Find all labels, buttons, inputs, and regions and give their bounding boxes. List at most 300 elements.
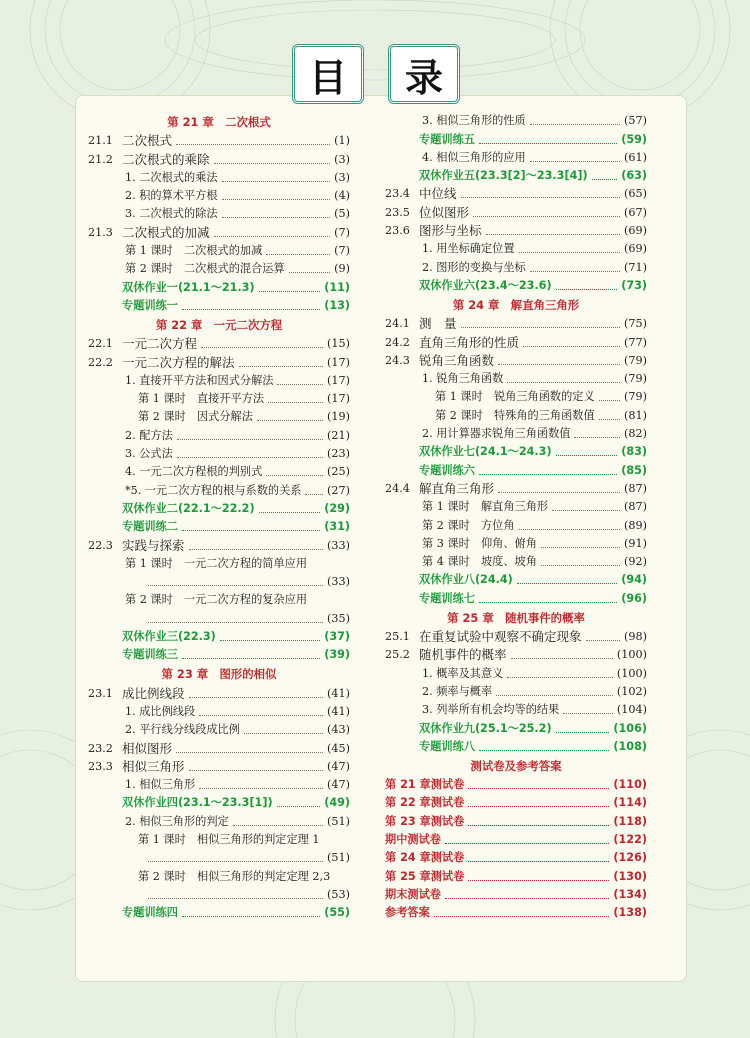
toc-entry[interactable] [385,683,647,701]
page-number: (96) [621,591,647,605]
toc-entry[interactable] [385,315,647,333]
section-heading-text: 第 25 章 随机事件的概率 [447,610,585,625]
dot-leader [479,474,617,475]
entry-number: 22.2 [88,355,113,369]
entry-title: 期中测试卷 [385,832,441,846]
dot-leader [486,234,621,235]
entry-title: 3. 公式法 [125,447,173,461]
entry-title: 第 2 课时 特殊角的三角函数值 [435,408,595,422]
dot-leader [214,163,331,164]
entry-title: 直角三角形的性质 [419,334,520,350]
entry-title: 第 2 课时 二次根式的混合运算 [125,262,285,276]
entry-number: 23.4 [385,187,410,201]
entry-title: 2. 相似三角形的判定 [125,814,229,828]
dot-leader [434,916,610,917]
page-number: (51) [327,851,350,865]
entry-title: 专题训练八 [419,739,475,753]
toc-entry[interactable] [88,187,350,205]
entry-title: 相似图形 [122,740,173,756]
entry-title: 3. 列举所有机会均等的结果 [422,703,560,717]
entry-number: 22.1 [88,337,113,351]
toc-section-heading [385,295,647,315]
toc-homework-entry[interactable] [88,278,350,296]
dot-leader [277,384,323,385]
page-number: (7) [334,244,350,258]
page-number: (17) [327,392,350,406]
section-heading-text: 第 24 章 解直角三角形 [452,297,580,312]
entry-title: 相似三角形 [122,758,185,774]
dot-leader [461,197,621,198]
toc-entry[interactable] [88,169,350,187]
toc-entry[interactable] [88,481,350,499]
entry-title: 2. 用计算器求锐角三角函数值 [422,427,571,441]
toc-homework-entry[interactable] [88,646,350,664]
toc-entry[interactable] [385,664,647,682]
dot-leader [177,457,323,458]
toc-entry[interactable] [88,463,350,481]
toc-entry[interactable] [88,353,350,371]
entry-number: 24.4 [385,481,410,495]
toc-entry[interactable] [88,831,350,849]
toc-test-entry[interactable] [385,904,647,922]
entry-title: 双休作业六(23.4～23.6) [419,278,552,292]
toc-homework-entry[interactable] [385,738,647,756]
toc-entry[interactable] [385,352,647,370]
page-number: (33) [327,538,350,552]
entry-title: 1. 成比例线段 [125,704,196,718]
page-number: (53) [327,887,350,901]
entry-title: 第 21 章测试卷 [385,778,465,792]
dot-leader [479,750,609,751]
entry-title: 在重复试验中观察不确定现象 [419,629,582,645]
entry-title: 解直角三角形 [419,480,495,496]
dot-leader [182,530,320,531]
entry-number: 23.1 [88,686,113,700]
page-number: (118) [613,814,647,828]
toc-entry[interactable] [88,372,350,390]
dot-leader [461,327,621,328]
entry-title: 图形与坐标 [419,223,482,239]
dot-leader [239,366,324,367]
page-number: (69) [624,242,647,256]
toc-test-entry[interactable] [385,867,647,885]
toc-homework-entry[interactable] [385,589,647,607]
toc-section-heading [385,756,647,776]
entry-title: 二次根式的乘除 [122,151,210,167]
toc-entry[interactable] [88,408,350,426]
toc-entry[interactable] [88,555,350,573]
entry-title: 第 1 课时 二次根式的加减 [125,244,263,258]
title-char-left: 目 [292,44,364,104]
toc-entry[interactable] [385,480,647,498]
entry-title: 第 2 课时 方位角 [422,518,515,532]
page-number: (134) [613,887,647,901]
dot-leader [259,291,321,292]
entry-title: 双休作业五(23.3[2]～23.3[4]) [419,169,588,183]
page-number: (94) [621,573,647,587]
page-number: (21) [327,428,350,442]
entry-title: 3. 相似三角形的性质 [422,114,526,128]
entry-title: 3. 二次根式的除法 [125,207,218,221]
toc-homework-entry[interactable] [88,904,350,922]
dot-leader [189,770,324,771]
toc-entry[interactable] [88,150,350,168]
entry-title: 一元二次方程的解法 [122,354,235,370]
toc-entry[interactable] [88,684,350,702]
toc-section-heading [88,112,350,132]
toc-test-entry[interactable] [385,812,647,830]
page-number: (51) [327,814,350,828]
entry-title: 专题训练四 [122,906,178,920]
page-number: (33) [327,575,350,589]
toc-section-heading [88,664,350,684]
dot-leader [498,492,620,493]
page-number: (47) [327,778,350,792]
toc-entry[interactable] [88,445,350,463]
entry-number: 25.1 [385,630,410,644]
page-number: (17) [327,355,350,369]
entry-number: 25.2 [385,648,410,662]
page-number: (39) [324,648,350,662]
entry-title: 第 1 课时 直接开平方法 [138,392,265,406]
entry-title: 第 1 课时 锐角三角函数的定义 [435,390,595,404]
page-number: (71) [624,260,647,274]
page-number: (17) [327,373,350,387]
dot-leader [220,640,320,641]
page-number: (25) [327,465,350,479]
toc-homework-entry[interactable] [385,461,647,479]
page-number: (5) [334,207,350,221]
entry-title: 参考答案 [385,906,430,920]
page-number: (65) [624,187,647,201]
dot-leader [592,179,618,180]
entry-title: 位似图形 [419,204,470,220]
dot-leader [182,658,320,659]
entry-title: 专题训练七 [419,591,475,605]
section-heading-text: 第 21 章 二次根式 [167,115,271,129]
toc-entry[interactable] [88,758,350,776]
page-number: (59) [621,132,647,146]
entry-title: 双休作业四(23.1～23.3[1]) [122,796,273,810]
page-number: (114) [613,796,647,810]
toc-entry[interactable] [385,149,647,167]
entry-title: 专题训练五 [419,132,475,146]
toc-section-heading [385,608,647,628]
section-heading-text: 第 22 章 一元二次方程 [155,317,283,332]
entry-title: 双休作业三(22.3) [122,630,216,644]
entry-title: 2. 图形的变换与坐标 [422,260,526,274]
toc-entry[interactable] [385,553,647,571]
toc-left-column [88,112,350,922]
page-number: (108) [613,739,647,753]
toc-entry[interactable] [88,335,350,353]
dot-leader [479,143,617,144]
entry-title: 双休作业一(21.1～21.3) [122,280,255,294]
dot-leader [556,289,618,290]
dot-leader [530,124,620,125]
dot-leader [556,732,610,733]
dot-leader [268,402,323,403]
toc-entry[interactable] [385,370,647,388]
dot-leader [257,420,323,421]
entry-title: 专题训练三 [122,648,178,662]
page-number: (3) [334,170,350,184]
entry-title: 第 3 课时 仰角、俯角 [422,536,537,550]
dot-leader [214,236,331,237]
entry-number: 24.2 [385,335,410,349]
toc-entry[interactable] [88,260,350,278]
dot-leader [201,347,323,348]
entry-title: 第 1 课时 相似三角形的判定定理 1 [138,832,320,846]
dot-leader [468,825,609,826]
entry-number: 24.1 [385,317,410,331]
dot-leader [445,898,609,899]
dot-leader [176,752,323,753]
dot-leader [244,733,323,734]
page-title [292,44,462,104]
toc-homework-entry[interactable] [385,130,647,148]
toc-entry[interactable] [385,112,647,130]
entry-title: 1. 概率及其意义 [422,666,504,680]
page-number: (7) [334,225,350,239]
entry-title: 2. 配方法 [125,428,173,442]
toc-homework-entry[interactable] [88,518,350,536]
entry-number: 24.3 [385,353,410,367]
dot-leader [266,254,330,255]
entry-title: 第 22 章测试卷 [385,796,465,810]
toc-entry[interactable] [88,886,350,904]
dot-leader [277,806,321,807]
page-number: (13) [324,298,350,312]
dot-leader [259,512,321,513]
entry-title: 测 量 [419,316,457,332]
page-number: (67) [624,205,647,219]
page-number: (130) [613,869,647,883]
page-number: (77) [624,335,647,349]
dot-leader [498,364,620,365]
dot-leader [177,439,323,440]
dot-leader [496,695,613,696]
page-number: (9) [334,262,350,276]
dot-leader [507,677,613,678]
toc-entry[interactable] [88,721,350,739]
dot-leader [182,916,320,917]
entry-title: 二次根式 [122,133,173,149]
toc-entry[interactable] [385,240,647,258]
toc-entry[interactable] [385,222,647,240]
dot-leader [148,861,323,862]
toc-entry[interactable] [88,390,350,408]
toc-entry[interactable] [385,185,647,203]
dot-leader [563,713,613,714]
entry-title: 二次根式的加减 [122,224,210,240]
page-number: (57) [624,114,647,128]
toc-entry[interactable] [385,646,647,664]
dot-leader [222,181,331,182]
toc-entry[interactable] [385,498,647,516]
dot-leader [176,144,330,145]
toc-entry[interactable] [385,333,647,351]
title-char-right: 录 [388,44,460,104]
toc-entry[interactable] [385,535,647,553]
entry-title: 实践与探索 [122,537,185,553]
dot-leader [266,475,323,476]
page-number: (126) [613,851,647,865]
page-number: (100) [616,648,647,662]
dot-leader [222,217,331,218]
page-number: (47) [327,759,350,773]
dot-leader [523,346,620,347]
toc-entry[interactable] [385,516,647,534]
page-number: (106) [613,721,647,735]
dot-leader [574,437,620,438]
page-number: (4) [334,189,350,203]
section-heading-text: 第 23 章 图形的相似 [161,667,277,682]
toc-homework-entry[interactable] [385,719,647,737]
page-number: (35) [327,611,350,625]
page-number: (92) [624,555,647,569]
entry-title: 2. 平行线分线段成比例 [125,723,240,737]
toc-entry[interactable] [385,406,647,424]
page-number: (82) [624,427,647,441]
page-number: (63) [621,169,647,183]
entry-title: 随机事件的概率 [419,647,507,663]
entry-number: 21.3 [88,225,113,239]
toc-entry[interactable] [385,425,647,443]
toc-entry[interactable] [88,205,350,223]
page-number: (100) [616,666,647,680]
toc-entry[interactable] [88,591,350,609]
page-number: (31) [324,520,350,534]
toc-entry[interactable] [88,223,350,241]
section-heading-text: 测试卷及参考答案 [470,758,562,773]
entry-title: *5. 一元二次方程的根与系数的关系 [125,483,302,497]
toc-entry[interactable] [88,242,350,260]
entry-title: 4. 相似三角形的应用 [422,150,526,164]
page-number: (73) [621,278,647,292]
toc-entry[interactable] [88,536,350,554]
page-number: (81) [624,408,647,422]
toc-homework-entry[interactable] [88,628,350,646]
toc-entry[interactable] [385,701,647,719]
dot-leader [519,252,620,253]
page-number: (49) [324,796,350,810]
page-number: (87) [624,481,647,495]
page-number: (41) [327,686,350,700]
page-number: (27) [327,483,350,497]
dot-leader [468,861,609,862]
dot-leader [468,788,609,789]
toc-homework-entry[interactable] [88,297,350,315]
page-number: (102) [616,684,647,698]
toc-entry[interactable] [88,703,350,721]
dot-leader [199,715,323,716]
entry-title: 双休作业七(24.1～24.3) [419,445,552,459]
page-number: (11) [324,280,350,294]
entry-title: 2. 积的算术平方根 [125,189,218,203]
entry-title: 第 23 章测试卷 [385,814,465,828]
toc-entry[interactable] [385,628,647,646]
entry-title: 1. 直接开平方法和因式分解法 [125,373,274,387]
entry-title: 第 24 章测试卷 [385,851,465,865]
dot-leader [289,272,330,273]
dot-leader [148,898,323,899]
toc-entry[interactable] [88,609,350,627]
page-number: (79) [624,390,647,404]
page-number: (37) [324,630,350,644]
toc-entry[interactable] [88,739,350,757]
page-number: (15) [327,337,350,351]
toc-test-entry[interactable] [385,776,647,794]
entry-title: 专题训练一 [122,298,178,312]
entry-title: 第 25 章测试卷 [385,869,465,883]
page-number: (91) [624,536,647,550]
toc-homework-entry[interactable] [385,277,647,295]
toc-entry[interactable] [88,573,350,591]
entry-title: 1. 相似三角形 [125,778,196,792]
toc-homework-entry[interactable] [88,794,350,812]
entry-title: 中位线 [419,186,457,202]
dot-leader [586,640,621,641]
dot-leader [182,309,320,310]
dot-leader [599,419,620,420]
toc-test-entry[interactable] [385,886,647,904]
page-number: (23) [327,447,350,461]
entry-title: 4. 一元二次方程根的判别式 [125,465,263,479]
toc-entry[interactable] [385,258,647,276]
entry-title: 1. 锐角三角函数 [422,372,504,386]
page-number: (45) [327,741,350,755]
dot-leader [517,583,617,584]
toc-homework-entry[interactable] [385,571,647,589]
toc-entry[interactable] [88,776,350,794]
toc-entry[interactable] [88,849,350,867]
dot-leader [199,788,323,789]
dot-leader [519,529,620,530]
dot-leader [473,216,620,217]
dot-leader [189,697,324,698]
toc-test-entry[interactable] [385,849,647,867]
entry-title: 双休作业二(22.1～22.2) [122,501,255,515]
toc-entry[interactable] [385,203,647,221]
entry-title: 2. 频率与概率 [422,684,493,698]
toc-entry[interactable] [88,867,350,885]
entry-title: 第 2 课时 相似三角形的判定定理 2,3 [138,869,331,883]
toc-section-heading [88,315,350,335]
toc-entry[interactable] [88,812,350,830]
page-number: (83) [621,445,647,459]
toc-entry[interactable] [385,388,647,406]
toc-homework-entry[interactable] [385,167,647,185]
entry-title: 第 4 课时 坡度、坡角 [422,555,537,569]
entry-title: 期末测试卷 [385,887,441,901]
entry-title: 1. 用坐标确定位置 [422,242,515,256]
entry-title: 第 2 课时 因式分解法 [138,410,253,424]
toc-right-column [385,112,647,922]
toc-homework-entry[interactable] [385,443,647,461]
entry-title: 第 1 课时 解直角三角形 [422,500,549,514]
toc-test-entry[interactable] [385,831,647,849]
entry-title: 专题训练六 [419,463,475,477]
toc-entry[interactable] [88,132,350,150]
dot-leader [305,494,323,495]
entry-title: 一元二次方程 [122,336,198,352]
toc-test-entry[interactable] [385,794,647,812]
toc-homework-entry[interactable] [88,500,350,518]
entry-title: 双休作业九(25.1～25.2) [419,721,552,735]
toc-entry[interactable] [88,426,350,444]
page-number: (41) [327,704,350,718]
